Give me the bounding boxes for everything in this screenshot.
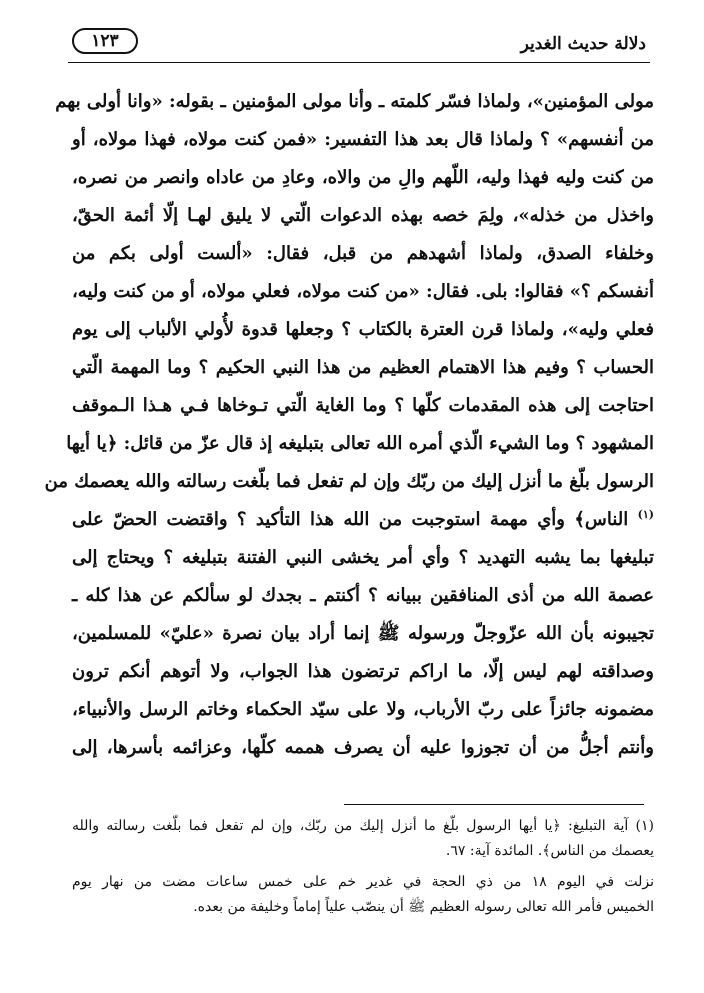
footnote-line: (١) آية التبليغ: ﴿يا أيها الرسول بلّغ ما أنزل إليك من ربّك، وإن لم تفعل فما بلّغت رسالته والله [72, 818, 654, 834]
text-line: الناس﴾ وأي مهمة استوجبت من الله هذا التأكيد ؟ واقتضت الحضّ على [72, 509, 629, 530]
text-line: من كنت وليه فهذا وليه، اللّهم والِ من والاه، وعادِ من عاداه وانصر من نصره، [72, 167, 654, 188]
text-line: احتاجت إلى هذه المقدمات كلّها ؟ وما الغاية الّتي تـوخاها فـي هـذا الـموقف [72, 395, 654, 416]
footnote-line: نزلت في اليوم ١٨ من ذي الحجة في غدير خم على خمس ساعات مضت من نهار يوم [72, 874, 654, 890]
quran-verse-line: الرسول بلّغ ما أنزل إليك من ربّك وإن لم تفعل فما بلّغت رسالته والله يعصمك من [44, 471, 654, 492]
text-line: عصمة الله من أذى المنافقين ببيانه ؟ أكنتم ـ بجدك لو سألكم عن هذا كله ـ [72, 585, 654, 606]
text-line: أنفسكم ؟» فقالوا: بلى. فقال: «من كنت مولاه، فعلي مولاه، أو من كنت وليه، [72, 281, 654, 302]
footnote-line: الخميس فأمر الله تعالى رسوله العظيم ﷺ أن ينصّب علياً إماماً وخليفة من بعده. [193, 899, 654, 915]
text-line-with-footnote [72, 501, 654, 539]
text-line: مولى المؤمنين»، ولماذا فسّر كلمته ـ وأنا مولى المؤمنين ـ بقوله: «وانا أولى بهم [55, 91, 654, 112]
body-text [44, 83, 655, 767]
page-number: ١٢٣ [72, 28, 138, 54]
page-header [68, 26, 650, 63]
footnotes [72, 814, 654, 920]
text-line: تجيبونه بأن الله عزّوجلّ ورسوله ﷺ إنما أراد بيان نصرة «عليّ» للمسلمين، [72, 623, 654, 644]
text-line: الحساب ؟ وفيم هذا الاهتمام العظيم من هذا النبي الحكيم ؟ وما المهمة الّتي [72, 357, 654, 378]
text-line: من أنفسهم» ؟ ولماذا قال بعد هذا التفسير: «فمن كنت مولاه، فهذا مولاه، أو [72, 129, 654, 150]
text-line: فعلي وليه»، ولماذا قرن العترة بالكتاب ؟ وجعلها قدوة لأُولي الألباب إلى يوم [72, 319, 654, 340]
text-line: وخلفاء الصدق، ولماذا أشهدهم من قبل، فقال: «ألست أولى بكم من [72, 243, 654, 264]
footnote-line: يعصمك من الناس﴾. المائدة آية: ٦٧. [445, 843, 654, 859]
text-line: تبليغها بما يشبه التهديد ؟ وأي أمر يخشى النبي الفتنة بتبليغه ؟ ويحتاج إلى [72, 547, 655, 568]
text-line: مضمونه جائزاً على ربّ الأرباب، ولا على سيّد الحكماء وخاتم الرسل والأنبياء، [72, 699, 654, 720]
text-line: المشهود ؟ وما الشيء الّذي أمره الله تعالى بتبليغه إذ قال عزّ من قائل: ﴿يا أيها [66, 433, 654, 454]
running-title: دلالة حديث الغدير [520, 34, 646, 54]
footnote-reference[interactable]: (١) [637, 508, 654, 521]
text-line: وأنتم أجلُّ من أن تجوزوا عليه أن يصرف هممه كلّها، وعزائمه بأسرها، إلى [72, 737, 654, 758]
text-line: واخذل من خذله»، ولِمَ خصه بهذه الدعوات الّتي لا يليق لهـا إلّا أئمة الحقّ، [72, 205, 654, 226]
footnote-separator [344, 804, 644, 805]
text-line: وصداقته لهم ليس إلّا، ما اراكم ترتضون هذا الجواب، ولا أتوهم أنكم ترون [72, 661, 654, 682]
